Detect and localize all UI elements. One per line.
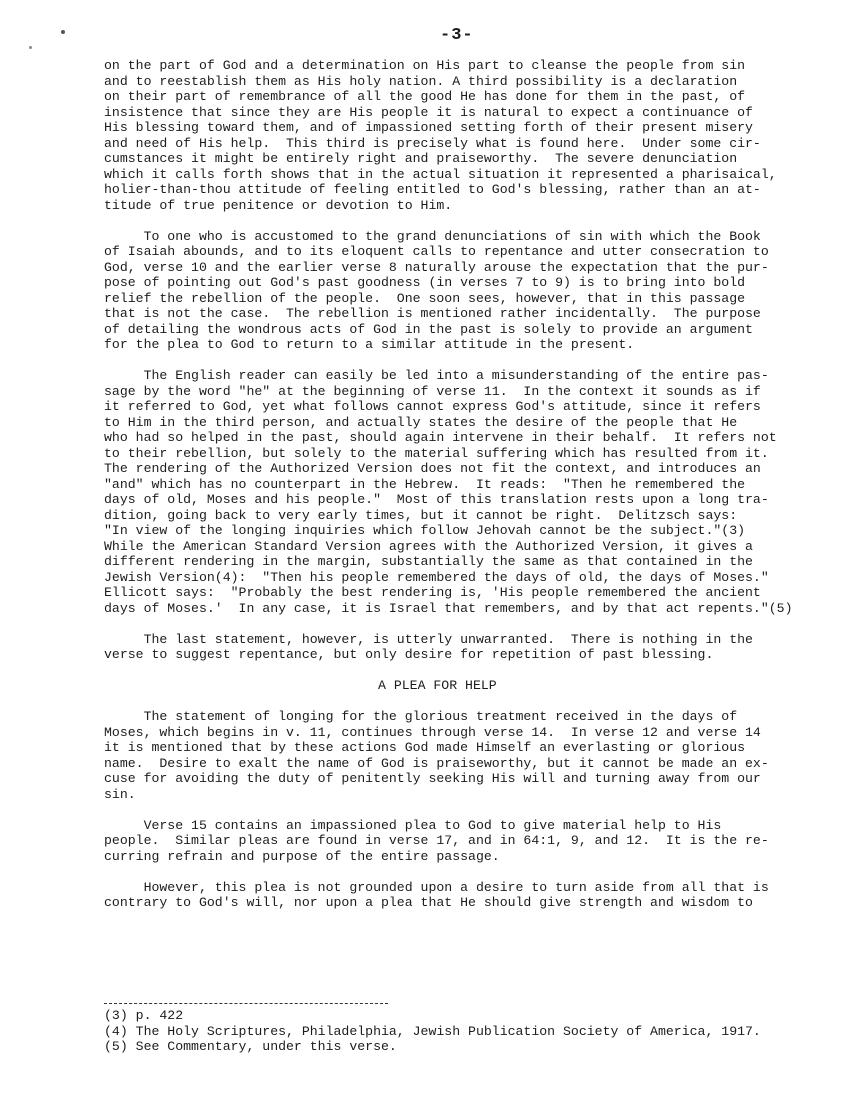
text-line: The English reader can easily be led into a misunderstanding of the entire pas- — [104, 368, 769, 383]
text-line: "In view of the longing inquiries which follow Jehovah cannot be the subject."(3) — [104, 523, 746, 538]
paragraph-gap — [104, 864, 824, 880]
text-line: of detailing the wondrous acts of God in the past is solely to provide an argument — [104, 321, 753, 337]
text-line: for the plea to God to return to a similar attitude in the present. — [104, 337, 635, 352]
text-line: on their part of remembrance of all the good He has done for them in the past, of — [104, 89, 746, 104]
body-text — [104, 58, 824, 911]
text-line: holier-than-thou attitude of feeling entitled to God's blessing, rather than an at- — [104, 182, 761, 197]
text-line: While the American Standard Version agrees with the Authorized Version, it gives a — [104, 538, 753, 554]
paragraph-gap — [104, 353, 824, 369]
text-line: The last statement, however, is utterly unwarranted. There is nothing in the — [104, 631, 753, 647]
text-line: pose of pointing out God's past goodness (in verses 7 to 9) is to bring into bold — [104, 275, 746, 290]
footnote: (4) The Holy Scriptures, Philadelphia, Jewish Publication Society of America, 1917. — [104, 1023, 761, 1039]
text-line: people. Similar pleas are found in verse 17, and in 64:1, 9, and 12. It is the re- — [104, 833, 769, 848]
text-line: and need of His help. This third is precisely what is found here. Under some cir- — [104, 135, 761, 151]
paragraph — [104, 632, 824, 663]
text-line: contrary to God's will, nor upon a plea that He should give strength and wisdom to — [104, 895, 753, 910]
text-line: who had so helped in the past, should again intervene in their behalf. It refers not — [104, 430, 777, 445]
paragraph — [104, 709, 824, 802]
text-line: verse to suggest repentance, but only desire for repetition of past blessing. — [104, 647, 714, 662]
footnote: (3) p. 422 — [104, 1008, 184, 1023]
paragraph-gap — [104, 213, 824, 229]
text-line: days of Moses.' In any case, it is Israel that remembers, and by that act repents."(5) — [104, 600, 793, 616]
text-line: To one who is accustomed to the grand denunciations of sin with which the Book — [104, 228, 761, 244]
text-line: Verse 15 contains an impassioned plea to God to give material help to His — [104, 817, 722, 833]
text-line: Jewish Version(4): "Then his people remembered the days of old, the days of Moses." — [104, 569, 769, 585]
text-line: God, verse 10 and the earlier verse 8 naturally arouse the expectation that the pur- — [104, 259, 769, 275]
ink-speck — [61, 30, 65, 34]
paragraph-gap — [104, 694, 824, 710]
paragraph — [104, 880, 824, 911]
paragraph — [104, 818, 824, 865]
text-line: name. Desire to exalt the name of God is praiseworthy, but it cannot be made an ex- — [104, 755, 769, 771]
paragraph-gap — [104, 802, 824, 818]
text-line: cumstances it might be entirely right and praiseworthy. The severe denunciation — [104, 151, 738, 166]
text-line: that is not the case. The rebellion is mentioned rather incidentally. The purpose — [104, 306, 761, 321]
paragraph — [104, 368, 824, 616]
text-line: cuse for avoiding the duty of penitently seeking His will and turning away from our — [104, 771, 761, 786]
footnotes — [104, 1008, 824, 1055]
text-line: to Him in the third person, and actually states the desire of the people that He — [104, 414, 738, 430]
text-line: "and" which has no counterpart in the Hebrew. It reads: "Then he remembered the — [104, 476, 746, 492]
footnote: (5) See Commentary, under this verse. — [104, 1039, 397, 1054]
text-line: it is mentioned that by these actions God made Himself an everlasting or glorious — [104, 740, 746, 755]
text-line: The statement of longing for the glorious treatment received in the days of — [104, 709, 738, 724]
text-line: sin. — [104, 786, 136, 802]
text-line: of Isaiah abounds, and to its eloquent calls to repentance and utter consecration to — [104, 244, 769, 259]
text-line: dition, going back to very early times, but it cannot be right. Delitzsch says: — [104, 507, 738, 523]
paragraph — [104, 229, 824, 353]
text-line: The rendering of the Authorized Version does not fit the context, and introduces an — [104, 461, 761, 476]
text-line: Moses, which begins in v. 11, continues through verse 14. In verse 12 and verse 14 — [104, 724, 761, 740]
text-line: which it calls forth shows that in the actual situation it represented a pharisaical, — [104, 166, 777, 182]
paragraph-gap — [104, 616, 824, 632]
text-line: days of old, Moses and his people." Most of this translation rests upon a long tra- — [104, 492, 769, 507]
footnote-divider — [104, 1003, 388, 1004]
text-line: His blessing toward them, and of impassioned setting forth of their present misery — [104, 120, 753, 135]
section-heading: A PLEA FOR HELP — [378, 678, 497, 693]
text-line: it referred to God, yet what follows cannot express God's attitude, since it refers — [104, 399, 761, 414]
text-line: sage by the word "he" at the beginning of verse 11. In the context it sounds as if — [104, 383, 761, 399]
text-line: titude of true penitence or devotion to Him. — [104, 197, 453, 213]
page-number: -3- — [440, 26, 474, 45]
text-line: different rendering in the margin, substantially the same as that contained in the — [104, 554, 753, 569]
text-line: relief the rebellion of the people. One soon sees, however, that in this passage — [104, 290, 746, 306]
text-line: on the part of God and a determination on His part to cleanse the people from sin — [104, 58, 746, 73]
text-line: However, this plea is not grounded upon a desire to turn aside from all that is — [104, 879, 769, 895]
text-line: insistence that since they are His people it is natural to expect a continuance of — [104, 104, 753, 120]
ink-speck — [29, 46, 32, 49]
text-line: curring refrain and purpose of the entire passage. — [104, 848, 500, 864]
paragraph-gap — [104, 663, 824, 679]
text-line: Ellicott says: "Probably the best rendering is, 'His people remembered the ancient — [104, 585, 761, 600]
text-line: and to reestablish them as His holy nation. A third possibility is a declaration — [104, 73, 738, 89]
text-line: to their rebellion, but solely to the material suffering which has resulted from it. — [104, 445, 769, 461]
paragraph — [104, 58, 824, 213]
